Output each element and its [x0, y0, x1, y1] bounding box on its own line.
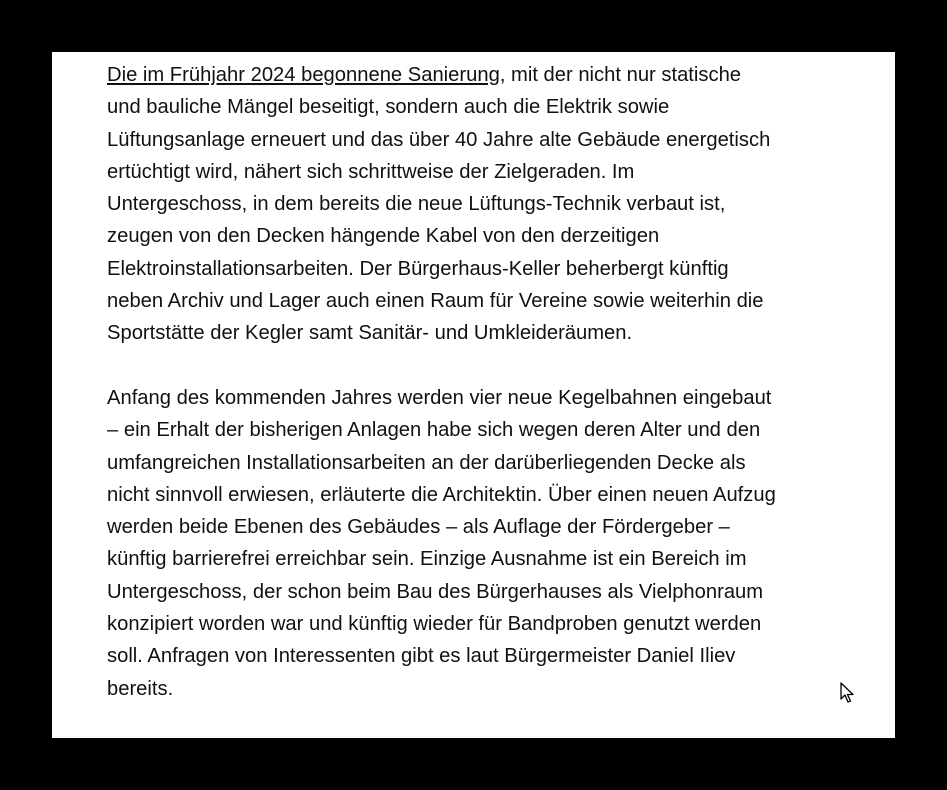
paragraph-2: [107, 382, 837, 705]
text-line: ertüchtigt wird, nähert sich schrittweise der Zielgeraden. Im: [107, 160, 635, 183]
article-body: [107, 59, 837, 737]
text-line: Anfang des kommenden Jahres werden vier neue Kegelbahnen eingebaut: [107, 386, 772, 409]
text-line: und bauliche Mängel beseitigt, sondern auch die Elektrik sowie: [107, 96, 670, 119]
text-line: bereits.: [107, 677, 174, 700]
text-line: [107, 59, 837, 91]
text-line: Untergeschoss, der schon beim Bau des Bürgerhauses als Vielphonraum: [107, 580, 764, 603]
text-line: Elektroinstallationsarbeiten. Der Bürgerhaus-Keller beherbergt künftig: [107, 257, 729, 280]
text-line: künftig barrierefrei erreichbar sein. Einzige Ausnahme ist ein Bereich im: [107, 548, 747, 571]
sanierung-link[interactable]: Die im Frühjahr 2024 begonnene Sanierung: [107, 64, 500, 86]
text-line: Sportstätte der Kegler samt Sanitär- und Umkleideräumen.: [107, 322, 633, 345]
text-line: konzipiert worden war und künftig wieder für Bandproben genutzt werden: [107, 613, 762, 636]
text-line: neben Archiv und Lager auch einen Raum für Vereine sowie weiterhin die: [107, 290, 764, 313]
text-segment: , mit der nicht nur statische: [499, 64, 742, 86]
text-line: soll. Anfragen von Interessenten gibt es laut Bürgermeister Daniel Iliev: [107, 645, 736, 668]
text-line: werden beide Ebenen des Gebäudes – als Auflage der Fördergeber –: [107, 516, 730, 539]
text-line: umfangreichen Installationsarbeiten an der darüberliegenden Decke als: [107, 451, 746, 474]
text-line: nicht sinnvoll erwiesen, erläuterte die Architektin. Über einen neuen Aufzug: [107, 483, 776, 506]
paragraph-1: [107, 59, 837, 350]
text-line: – ein Erhalt der bisherigen Anlagen habe sich wegen deren Alter und den: [107, 419, 761, 442]
article-page: [52, 52, 895, 738]
text-line: Untergeschoss, in dem bereits die neue Lüftungs-Technik verbaut ist,: [107, 193, 726, 216]
text-line: Lüftungsanlage erneuert und das über 40 Jahre alte Gebäude energetisch: [107, 128, 771, 151]
mouse-pointer-icon: [840, 682, 854, 704]
text-line: zeugen von den Decken hängende Kabel von den derzeitigen: [107, 225, 660, 248]
